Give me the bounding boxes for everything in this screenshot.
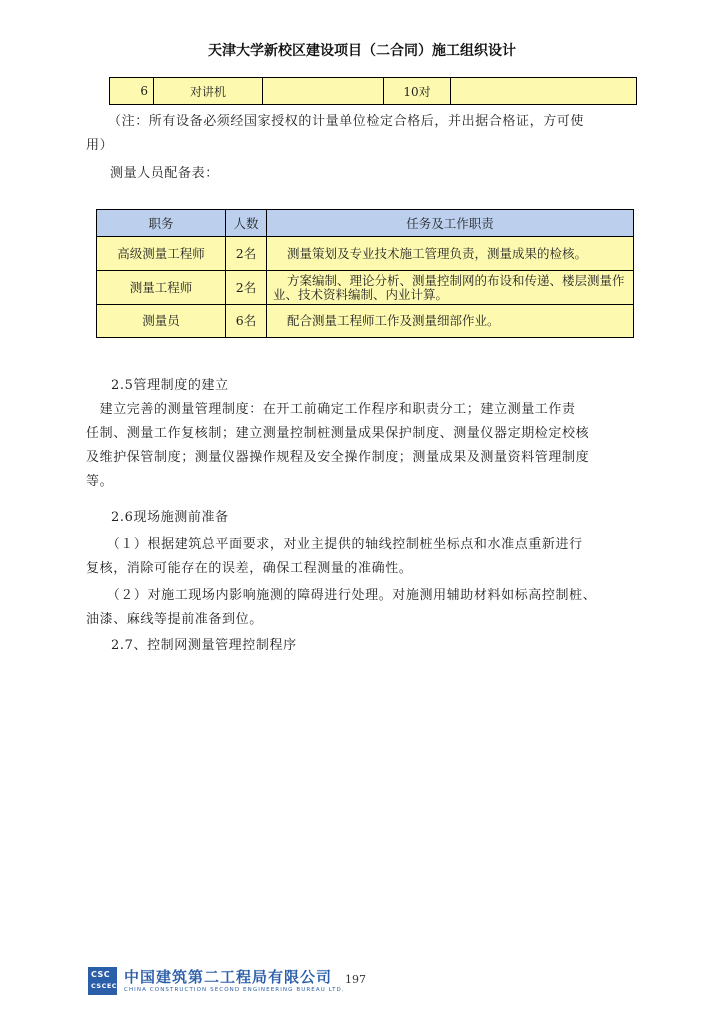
count-cell: 2名 <box>226 237 267 271</box>
equipment-name-cell: 对讲机 <box>154 78 263 105</box>
role-cell: 测量工程师 <box>97 271 226 305</box>
table-row <box>97 271 634 305</box>
footer-company-english: CHINA CONSTRUCTION SECOND ENGINEERING BUREAU LTD. <box>124 987 345 993</box>
column-header-count: 人数 <box>226 210 267 237</box>
duty-cell: 配合测量工程师工作及测量细部作业。 <box>267 305 634 338</box>
note-line-2: 用） <box>86 138 114 153</box>
section-paragraph-2-6-item-1 <box>86 533 642 581</box>
paragraph-line: 任制、测量工作复核制；建立测量控制桩测量成果保护制度、测量仪器定期检定校核 <box>86 426 590 441</box>
equipment-note-cell <box>451 78 637 105</box>
logo-text-top: CSC <box>91 970 111 979</box>
section-heading-2-6: 2.6现场施测前准备 <box>111 510 229 525</box>
page-number: 197 <box>345 973 366 986</box>
section-heading-2-7: 2.7、控制网测量管理控制程序 <box>111 638 297 653</box>
column-header-duty: 任务及工作职责 <box>267 210 634 237</box>
section-paragraph-2-6-item-2 <box>86 584 642 632</box>
role-cell: 高级测量工程师 <box>97 237 226 271</box>
logo-text-bottom: CSCEC <box>91 982 118 990</box>
note-line-1: （注：所有设备必须经国家授权的计量单位检定合格后，并出据合格证，方可使 <box>108 114 585 129</box>
staff-table <box>96 209 634 338</box>
paragraph-line: 建立完善的测量管理制度：在开工前确定工作程序和职责分工；建立测量工作责 <box>86 402 576 417</box>
paragraph-line: 等。 <box>86 474 114 489</box>
paragraph-line: 复核，消除可能存在的误差，确保工程测量的准确性。 <box>86 561 413 576</box>
table-row <box>97 237 634 271</box>
equipment-qty-cell: 10对 <box>384 78 451 105</box>
duty-cell: 测量策划及专业技术施工管理负责，测量成果的检核。 <box>267 237 634 271</box>
duty-cell: 方案编制、理论分析、测量控制网的布设和传递、楼层测量作业、技术资料编制、内业计算。 <box>267 271 634 305</box>
role-cell: 测量员 <box>97 305 226 338</box>
table-header-row <box>97 210 634 237</box>
paragraph-line: 油漆、麻线等提前准备到位。 <box>86 612 263 627</box>
paragraph-line: （１）根据建筑总平面要求，对业主提供的轴线控制桩坐标点和水准点重新进行 <box>86 537 583 552</box>
section-paragraph-2-5 <box>86 398 636 494</box>
table-row <box>97 305 634 338</box>
paragraph-line: 及维护保管制度；测量仪器操作规程及安全操作制度；测量成果及测量资料管理制度 <box>86 450 590 465</box>
footer-company-name: 中国建筑第二工程局有限公司 <box>124 968 333 986</box>
equipment-no-cell: 6 <box>110 78 154 105</box>
paragraph-line: （２）对施工现场内影响施测的障碍进行处理。对施测用辅助材料如标高控制桩、 <box>86 588 597 603</box>
column-header-role: 职务 <box>97 210 226 237</box>
table-row <box>110 78 637 105</box>
page-header-title: 天津大学新校区建设项目（二合同）施工组织设计 <box>208 43 516 59</box>
equipment-empty-cell <box>263 78 384 105</box>
company-logo-icon <box>88 967 117 995</box>
count-cell: 2名 <box>226 271 267 305</box>
staff-table-caption: 测量人员配备表： <box>110 166 219 181</box>
section-heading-2-5: 2.5管理制度的建立 <box>111 378 229 393</box>
equipment-table <box>109 77 637 105</box>
count-cell: 6名 <box>226 305 267 338</box>
